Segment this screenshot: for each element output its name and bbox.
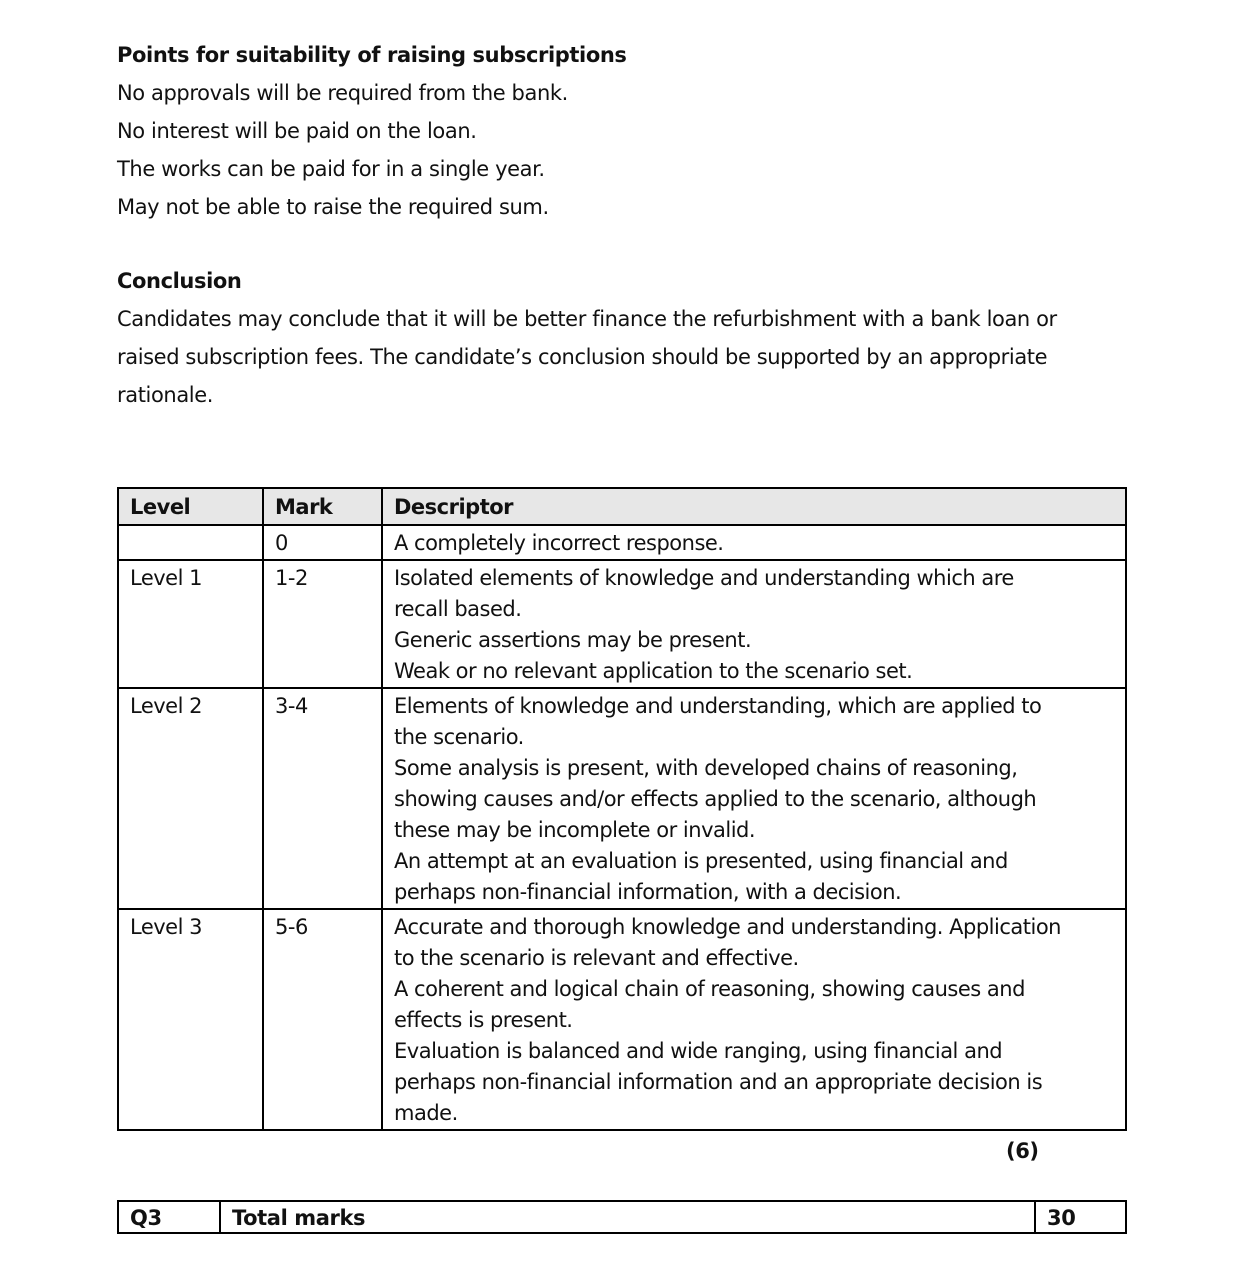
conclusion-text-line: rationale. [117, 383, 214, 407]
level-cell: Level 3 [118, 909, 263, 1130]
total-marks-table [117, 1200, 1127, 1234]
descriptor-line: these may be incomplete or invalid. [394, 818, 756, 842]
subscriptions-point: No interest will be paid on the loan. [117, 119, 477, 143]
level-cell: Level 2 [118, 688, 263, 909]
descriptor-line: recall based. [394, 597, 522, 621]
descriptor-line: Evaluation is balanced and wide ranging, using financial and [394, 1039, 1003, 1063]
descriptor-cell [382, 909, 1126, 1130]
descriptor-line: perhaps non-financial information and an appropriate decision is [394, 1070, 1043, 1094]
question-subtotal: (6) [1006, 1139, 1039, 1163]
descriptor-line: perhaps non-financial information, with a decision. [394, 880, 902, 904]
descriptor-cell [382, 560, 1126, 688]
conclusion-text-line: raised subscription fees. The candidate’s conclusion should be supported by an appropriate [117, 345, 1048, 369]
subscriptions-section [117, 36, 627, 226]
levels-table [117, 487, 1127, 1131]
total-marks-row [118, 1201, 1126, 1233]
column-header-level: Level [118, 488, 263, 525]
column-header-descriptor: Descriptor [382, 488, 1126, 525]
mark-cell: 5-6 [263, 909, 382, 1130]
table-row [118, 909, 1126, 1130]
table-row [118, 688, 1126, 909]
subscriptions-point: May not be able to raise the required sum. [117, 195, 549, 219]
descriptor-line: made. [394, 1101, 458, 1125]
level-cell [118, 525, 263, 560]
conclusion-heading: Conclusion [117, 269, 242, 293]
total-marks-label: Total marks [220, 1201, 1035, 1233]
descriptor-line: A coherent and logical chain of reasoning, showing causes and [394, 977, 1025, 1001]
levels-table-header-row [118, 488, 1126, 525]
descriptor-line: Isolated elements of knowledge and understanding which are [394, 566, 1014, 590]
table-row [118, 525, 1126, 560]
mark-cell: 3-4 [263, 688, 382, 909]
total-marks-value: 30 [1035, 1201, 1126, 1233]
level-cell: Level 1 [118, 560, 263, 688]
table-row [118, 560, 1126, 688]
mark-cell: 0 [263, 525, 382, 560]
descriptor-line: to the scenario is relevant and effective. [394, 946, 799, 970]
subscriptions-heading: Points for suitability of raising subscriptions [117, 43, 627, 67]
conclusion-section [117, 262, 1117, 414]
column-header-mark: Mark [263, 488, 382, 525]
descriptor-line: effects is present. [394, 1008, 573, 1032]
descriptor-line: Some analysis is present, with developed chains of reasoning, [394, 756, 1018, 780]
mark-cell: 1-2 [263, 560, 382, 688]
descriptor-line: An attempt at an evaluation is presented, using financial and [394, 849, 1008, 873]
descriptor-line: Weak or no relevant application to the scenario set. [394, 659, 913, 683]
descriptor-line: Accurate and thorough knowledge and understanding. Application [394, 915, 1061, 939]
subscriptions-point: No approvals will be required from the bank. [117, 81, 568, 105]
subscriptions-point: The works can be paid for in a single year. [117, 157, 545, 181]
conclusion-text-line: Candidates may conclude that it will be better finance the refurbishment with a bank loan or [117, 307, 1057, 331]
descriptor-line: the scenario. [394, 725, 524, 749]
descriptor-line: Generic assertions may be present. [394, 628, 752, 652]
descriptor-line: showing causes and/or effects applied to the scenario, although [394, 787, 1037, 811]
descriptor-cell [382, 688, 1126, 909]
descriptor-cell [382, 525, 1126, 560]
descriptor-line: A completely incorrect response. [394, 531, 724, 555]
question-number: Q3 [118, 1201, 220, 1233]
descriptor-line: Elements of knowledge and understanding, which are applied to [394, 694, 1042, 718]
